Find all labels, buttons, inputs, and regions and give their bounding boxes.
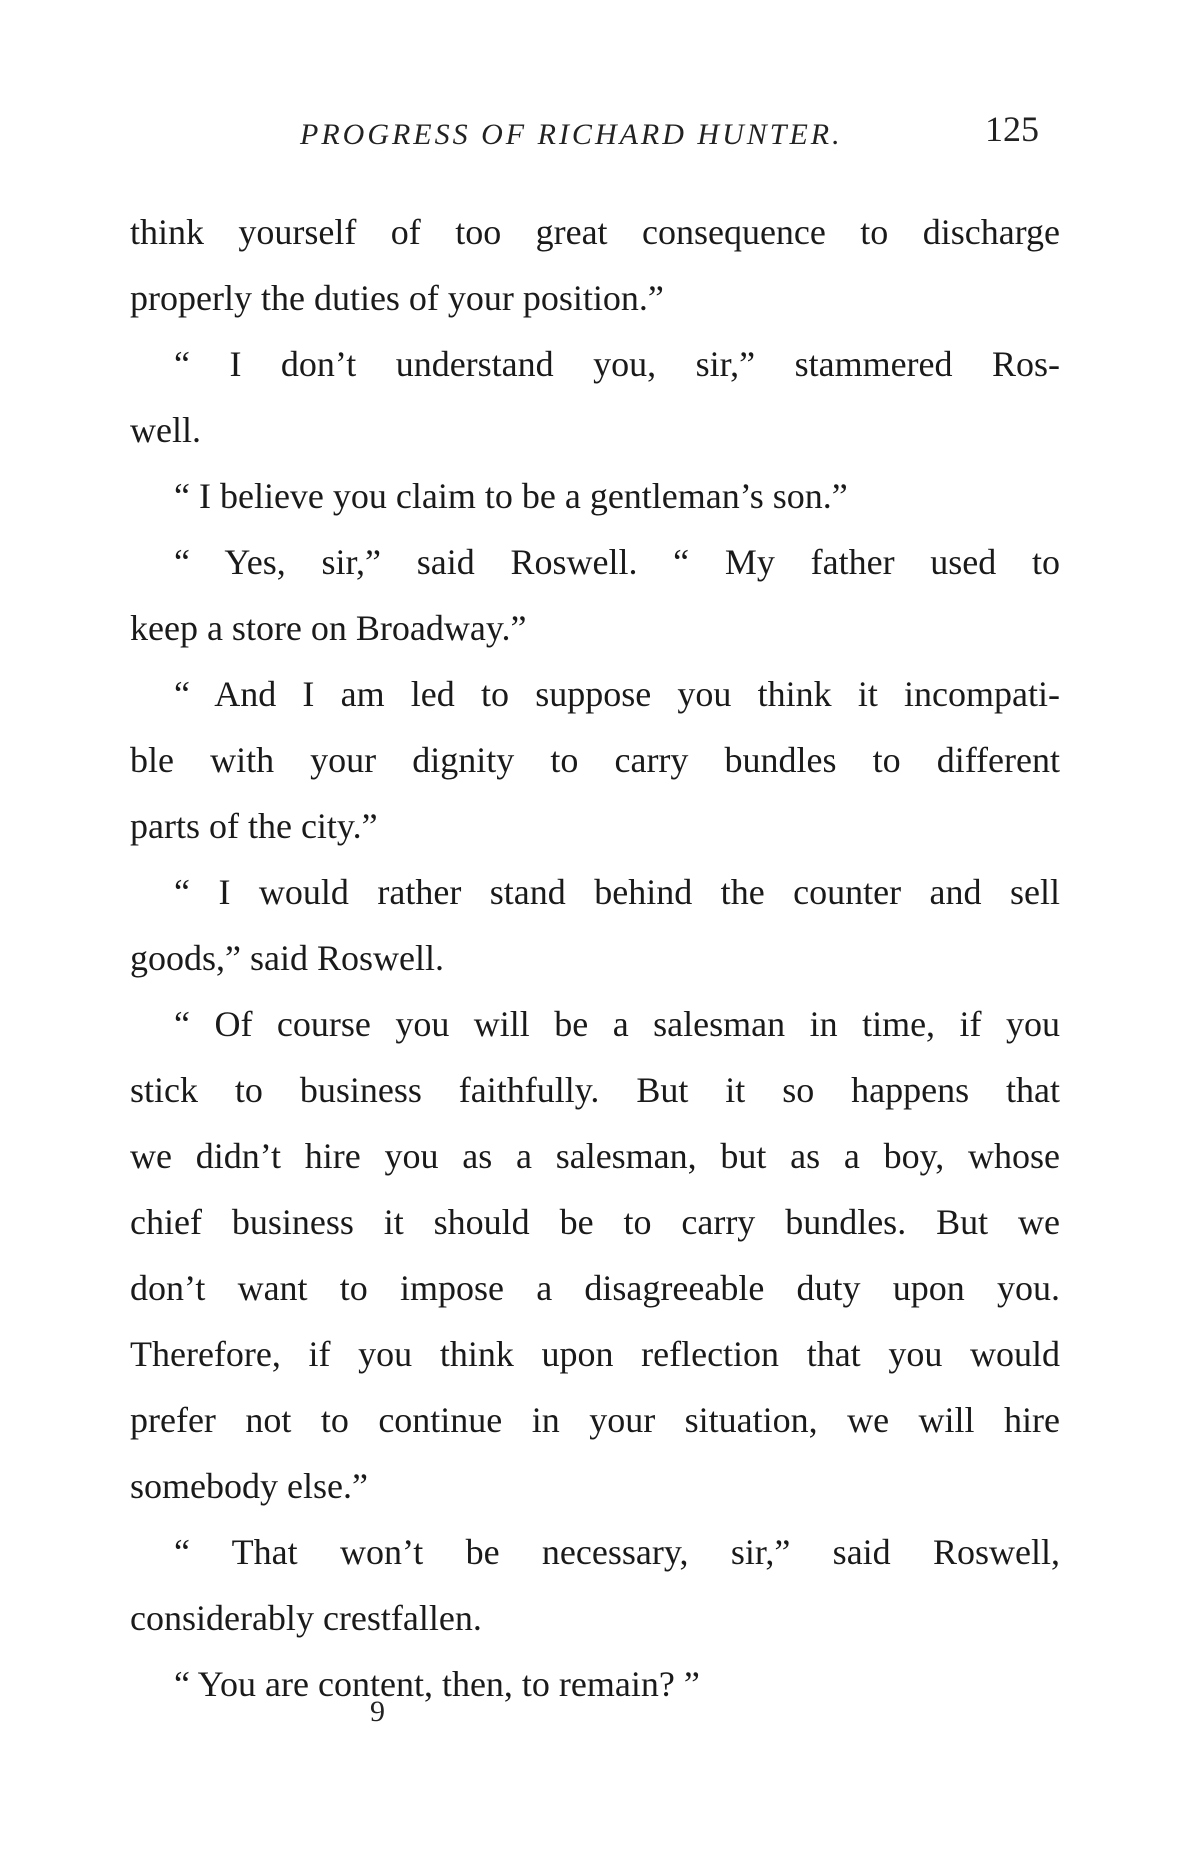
- text-line: considerably crestfallen.: [130, 1598, 482, 1638]
- text-line: “ I believe you claim to be a gentleman’s son.”: [174, 476, 848, 516]
- text-line: we didn’t hire you as a salesman, but as a boy, whose: [130, 1136, 1060, 1176]
- text-line: “ Of course you will be a salesman in time, if you: [174, 1004, 1060, 1044]
- text-line: “ Yes, sir,” said Roswell. “ My father used to: [174, 542, 1060, 582]
- text-line: parts of the city.”: [130, 806, 378, 846]
- body-text: [130, 208, 1060, 1726]
- text-line: “ I don’t understand you, sir,” stammered Ros-: [174, 344, 1060, 384]
- text-line: “ You are content, then, to remain? ”: [174, 1664, 700, 1704]
- text-line: “ I would rather stand behind the counter and sell: [174, 872, 1060, 912]
- text-line: don’t want to impose a disagreeable duty upon you.: [130, 1268, 1060, 1308]
- running-head-title: PROGRESS OF RICHARD HUNTER.: [300, 118, 843, 151]
- text-line: “ And I am led to suppose you think it incompati-: [174, 674, 1060, 714]
- text-line: prefer not to continue in your situation, we will hire: [130, 1400, 1060, 1440]
- signature-mark: 9: [370, 1695, 385, 1728]
- page-number: 125: [985, 109, 1039, 149]
- text-line: ble with your dignity to carry bundles to different: [130, 740, 1060, 780]
- text-line: goods,” said Roswell.: [130, 938, 444, 978]
- text-line: Therefore, if you think upon reflection that you would: [130, 1334, 1060, 1374]
- text-line: properly the duties of your position.”: [130, 278, 664, 318]
- text-line: well.: [130, 410, 201, 450]
- text-line: “ That won’t be necessary, sir,” said Roswell,: [174, 1532, 1060, 1572]
- text-line: think yourself of too great consequence to discharge: [130, 212, 1060, 252]
- text-line: keep a store on Broadway.”: [130, 608, 527, 648]
- text-line: chief business it should be to carry bundles. But we: [130, 1202, 1060, 1242]
- text-line: stick to business faithfully. But it so happens that: [130, 1070, 1060, 1110]
- text-line: somebody else.”: [130, 1466, 368, 1506]
